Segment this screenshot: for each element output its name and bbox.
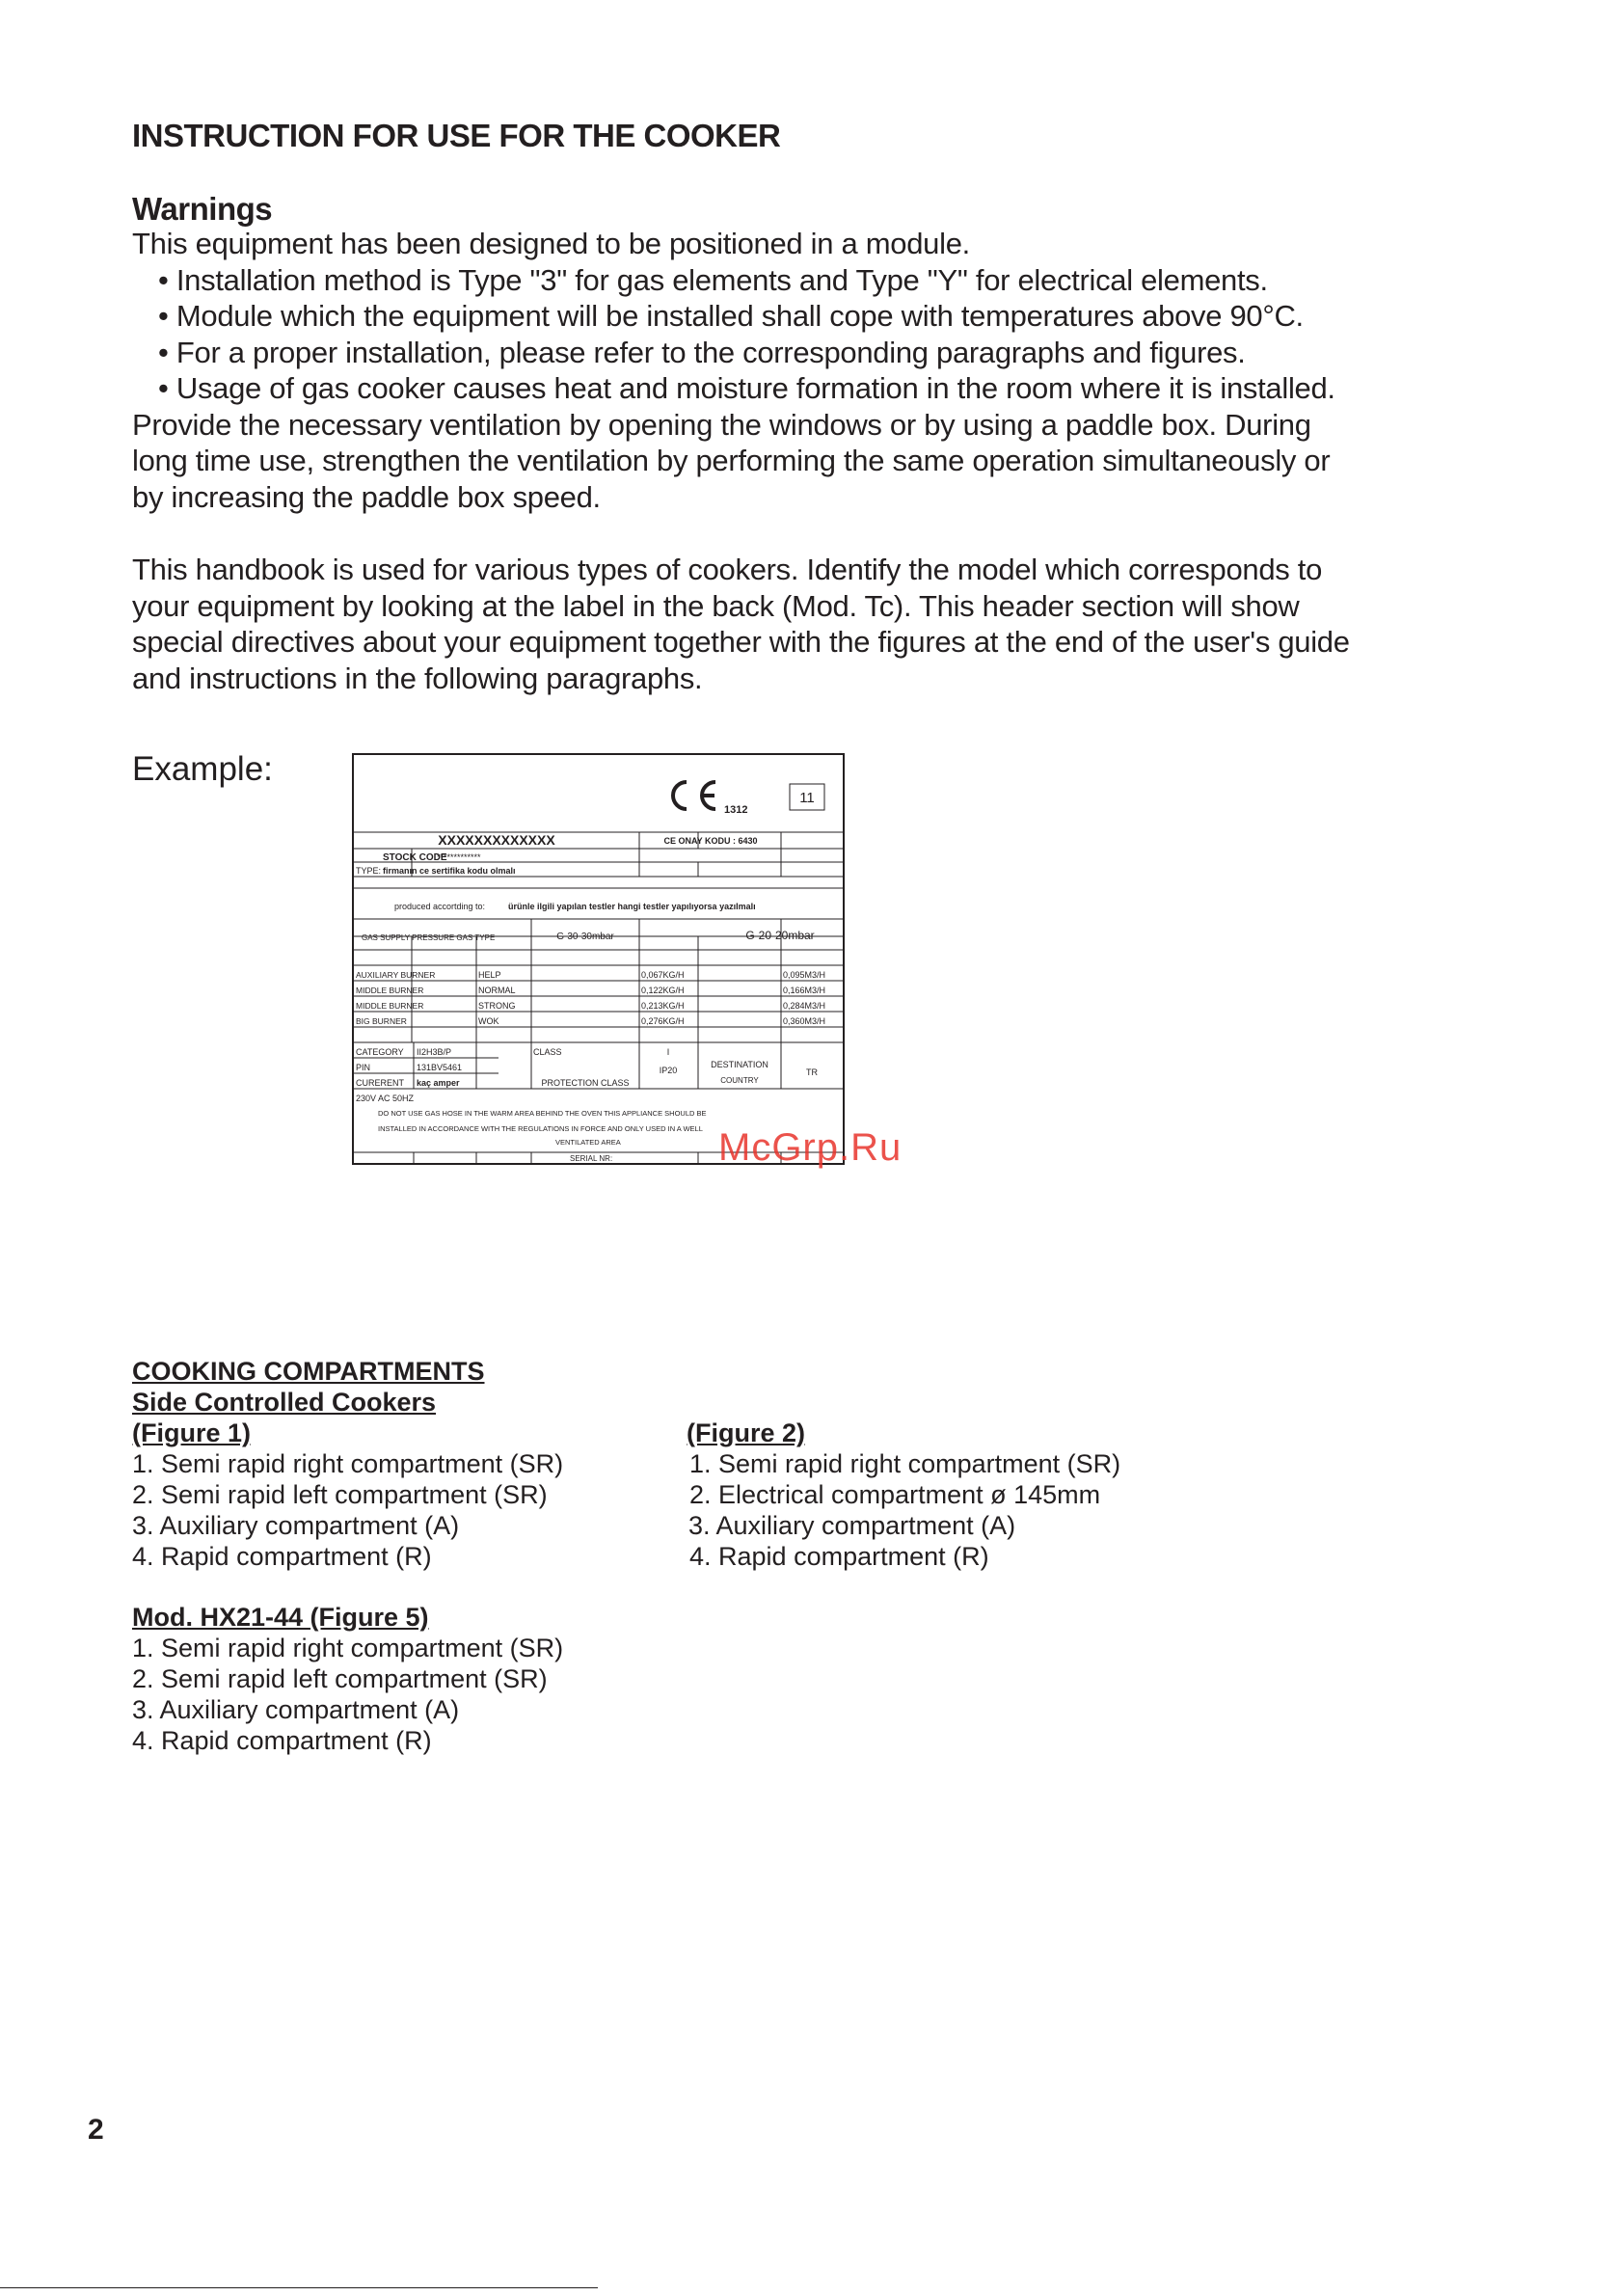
figure2-item: 1. Semi rapid right compartment (SR) bbox=[689, 1449, 1121, 1478]
type-value: firmanın ce sertifika kodu olmalı bbox=[383, 866, 516, 876]
category-value: II2H3B/P bbox=[417, 1047, 452, 1057]
destination-label-2: COUNTRY bbox=[720, 1076, 759, 1085]
burner-type: HELP bbox=[478, 970, 501, 980]
pin-label: PIN bbox=[356, 1063, 371, 1072]
protection-class-label: PROTECTION CLASS bbox=[541, 1078, 630, 1088]
example-label: Example: bbox=[132, 750, 273, 788]
handbook-line: your equipment by looking at the label in the back (Mod. Tc). This header section will show bbox=[132, 588, 1300, 623]
label-note-line: VENTILATED AREA bbox=[555, 1138, 621, 1147]
mod-item: 3. Auxiliary compartment (A) bbox=[132, 1695, 460, 1724]
category-label: CATEGORY bbox=[356, 1047, 404, 1057]
burner-name: MIDDLE BURNER bbox=[356, 1001, 424, 1011]
warning-bullet: • Module which the equipment will be installed shall cope with temperatures above 90°C. bbox=[158, 299, 1304, 333]
handbook-paragraph bbox=[132, 552, 1350, 696]
figure2-section bbox=[687, 1418, 1120, 1572]
stock-code-label: STOCK CODE bbox=[383, 852, 447, 863]
warnings-heading: Warnings bbox=[132, 191, 273, 227]
burner-type: STRONG bbox=[478, 1001, 516, 1011]
burner-name: BIG BURNER bbox=[356, 1016, 407, 1026]
produced-prefix: produced accortding to: bbox=[394, 902, 486, 911]
page-number: 2 bbox=[88, 2114, 104, 2146]
burner-g20: 0,095M3/H bbox=[783, 970, 826, 980]
voltage-value: 230V AC 50HZ bbox=[356, 1094, 415, 1103]
warnings-text bbox=[132, 226, 1335, 515]
cooking-subheading: Side Controlled Cookers bbox=[132, 1388, 437, 1417]
produced-value: ürünle ilgili yapılan testler hangi testler yapılıyorsa yazılmalı bbox=[508, 902, 756, 911]
figure2-item: 3. Auxiliary compartment (A) bbox=[688, 1511, 1016, 1540]
warnings-tail-line: Provide the necessary ventilation by opening the windows or by using a paddle box. During bbox=[132, 407, 1311, 442]
burner-name: MIDDLE BURNER bbox=[356, 986, 424, 995]
mod-item: 2. Semi rapid left compartment (SR) bbox=[132, 1664, 548, 1693]
mod-item: 4. Rapid compartment (R) bbox=[132, 1726, 432, 1755]
ce-mark-icon bbox=[673, 782, 715, 809]
burner-g20: 0,166M3/H bbox=[783, 986, 826, 995]
handbook-line: special directives about your equipment together with the figures at the end of the user's guide bbox=[132, 625, 1350, 659]
handbook-line: This handbook is used for various types of cookers. Identify the model which corresponds to bbox=[132, 553, 1323, 586]
burner-type: WOK bbox=[478, 1016, 499, 1026]
pin-value: 131BV5461 bbox=[417, 1063, 463, 1072]
figure1-item: 4. Rapid compartment (R) bbox=[132, 1542, 432, 1571]
burner-g30: 0,213KG/H bbox=[641, 1001, 685, 1011]
current-label: CURERENT bbox=[356, 1078, 405, 1088]
figure1-item: 1. Semi rapid right compartment (SR) bbox=[132, 1449, 564, 1478]
label-note-line: INSTALLED IN ACCORDANCE WITH THE REGULATIONS IN FORCE AND ONLY USED IN A WELL bbox=[378, 1124, 703, 1133]
burner-name: AUXILIARY BURNER bbox=[356, 970, 436, 980]
warnings-tail-line: by increasing the paddle box speed. bbox=[132, 479, 601, 514]
handbook-line: and instructions in the following paragraphs. bbox=[132, 661, 703, 695]
figure2-item: 2. Electrical compartment ø 145mm bbox=[689, 1480, 1101, 1509]
warning-bullet: • For a proper installation, please refer to the corresponding paragraphs and figures. bbox=[158, 335, 1246, 369]
ip-value: IP20 bbox=[659, 1066, 678, 1075]
g30-header: G-30-30mbar bbox=[556, 932, 614, 942]
current-value: kaç amper bbox=[417, 1078, 460, 1088]
g20-header: G-20-20mbar bbox=[745, 929, 815, 942]
warning-bullet: • Installation method is Type "3" for gas elements and Type "Y" for electrical elements. bbox=[158, 262, 1268, 297]
mod-section bbox=[132, 1602, 563, 1756]
type-prefix: TYPE: bbox=[356, 866, 382, 876]
cooking-section bbox=[132, 1356, 563, 1572]
burner-g30: 0,276KG/H bbox=[641, 1016, 685, 1026]
class-value: I bbox=[666, 1047, 670, 1057]
mod-item: 1. Semi rapid right compartment (SR) bbox=[132, 1634, 564, 1662]
figure1-item: 2. Semi rapid left compartment (SR) bbox=[132, 1480, 548, 1509]
warnings-intro: This equipment has been designed to be positioned in a module. bbox=[132, 227, 970, 260]
class-label: CLASS bbox=[533, 1047, 562, 1057]
mod-title: Mod. HX21-44 (Figure 5) bbox=[132, 1603, 429, 1632]
warnings-tail-line: long time use, strengthen the ventilation by performing the same operation simultaneously or bbox=[132, 444, 1331, 477]
burner-g20: 0,360M3/H bbox=[783, 1016, 826, 1026]
figure2-title: (Figure 2) bbox=[687, 1418, 806, 1447]
destination-label-1: DESTINATION bbox=[711, 1060, 768, 1069]
gas-supply-label: GAS SUPPLY PRESSURE GAS TYPE bbox=[362, 933, 496, 942]
burner-type: NORMAL bbox=[478, 986, 516, 995]
burner-g30: 0,122KG/H bbox=[641, 986, 685, 995]
destination-value: TR bbox=[806, 1067, 818, 1077]
page-title: INSTRUCTION FOR USE FOR THE COOKER bbox=[132, 118, 781, 153]
bottom-rule bbox=[0, 2287, 598, 2288]
burner-g30: 0,067KG/H bbox=[641, 970, 685, 980]
rating-plate bbox=[352, 753, 845, 1165]
ce-onay-code: CE ONAY KODU : 6430 bbox=[663, 836, 758, 846]
warning-bullet: • Usage of gas cooker causes heat and moisture formation in the room where it is installed. bbox=[158, 371, 1335, 405]
burner-g20: 0,284M3/H bbox=[783, 1001, 826, 1011]
serial-label: SERIAL NR: bbox=[570, 1154, 613, 1163]
figure1-item: 3. Auxiliary compartment (A) bbox=[132, 1511, 460, 1540]
label-note-line: DO NOT USE GAS HOSE IN THE WARM AREA BEHIND THE OVEN THIS APPLIANCE SHOULD BE bbox=[378, 1109, 707, 1118]
figure2-item: 4. Rapid compartment (R) bbox=[689, 1542, 989, 1571]
cooking-heading: COOKING COMPARTMENTS bbox=[132, 1357, 485, 1386]
ce-number: 1312 bbox=[724, 804, 748, 816]
label-box-number: 11 bbox=[799, 790, 815, 806]
figure1-title: (Figure 1) bbox=[132, 1418, 252, 1447]
stock-code-value: ************* bbox=[437, 852, 481, 862]
label-model: XXXXXXXXXXXXX bbox=[438, 832, 555, 848]
watermark: McGrp.Ru bbox=[718, 1126, 903, 1169]
rating-plate-drawing bbox=[354, 755, 843, 1163]
